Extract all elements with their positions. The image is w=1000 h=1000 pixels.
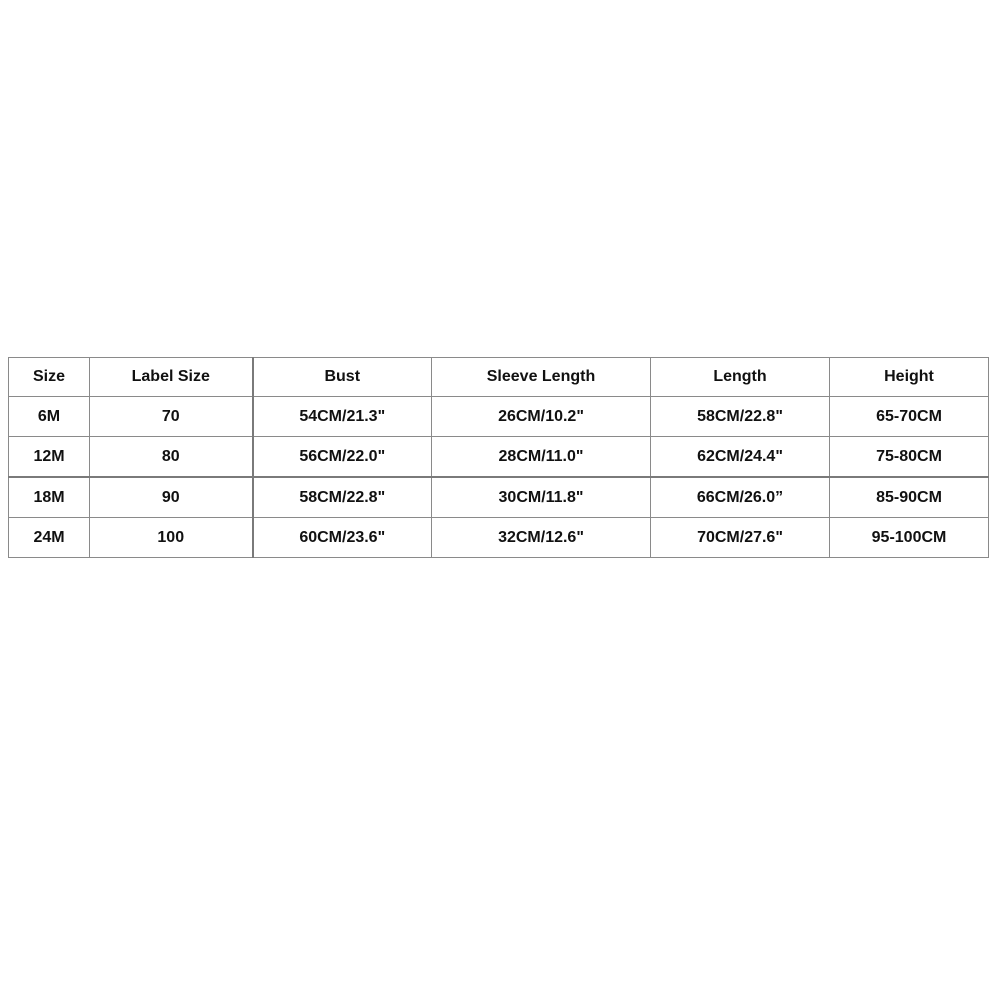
cell-label-size: 100 — [90, 518, 253, 558]
cell-length: 70CM/27.6" — [651, 518, 830, 558]
cell-sleeve-length: 30CM/11.8" — [432, 477, 651, 518]
header-length: Length — [651, 358, 830, 397]
size-chart-table — [8, 357, 989, 558]
table-row — [9, 518, 989, 558]
cell-label-size: 90 — [90, 477, 253, 518]
cell-label-size: 80 — [90, 437, 253, 478]
cell-height: 75-80CM — [830, 437, 989, 478]
cell-height: 95-100CM — [830, 518, 989, 558]
cell-label-size: 70 — [90, 397, 253, 437]
cell-height: 85-90CM — [830, 477, 989, 518]
table-row — [9, 477, 989, 518]
cell-bust: 60CM/23.6" — [253, 518, 432, 558]
cell-length: 62CM/24.4" — [651, 437, 830, 478]
cell-bust: 58CM/22.8" — [253, 477, 432, 518]
cell-sleeve-length: 28CM/11.0" — [432, 437, 651, 478]
header-height: Height — [830, 358, 989, 397]
table-header-row — [9, 358, 989, 397]
cell-sleeve-length: 32CM/12.6" — [432, 518, 651, 558]
cell-height: 65-70CM — [830, 397, 989, 437]
cell-size: 24M — [9, 518, 90, 558]
cell-size: 12M — [9, 437, 90, 478]
cell-size: 6M — [9, 397, 90, 437]
header-bust: Bust — [253, 358, 432, 397]
cell-length: 66CM/26.0” — [651, 477, 830, 518]
cell-length: 58CM/22.8" — [651, 397, 830, 437]
cell-sleeve-length: 26CM/10.2" — [432, 397, 651, 437]
header-sleeve-length: Sleeve Length — [432, 358, 651, 397]
table-row — [9, 437, 989, 478]
cell-size: 18M — [9, 477, 90, 518]
cell-bust: 54CM/21.3" — [253, 397, 432, 437]
header-size: Size — [9, 358, 90, 397]
cell-bust: 56CM/22.0" — [253, 437, 432, 478]
header-label-size: Label Size — [90, 358, 253, 397]
table-row — [9, 397, 989, 437]
